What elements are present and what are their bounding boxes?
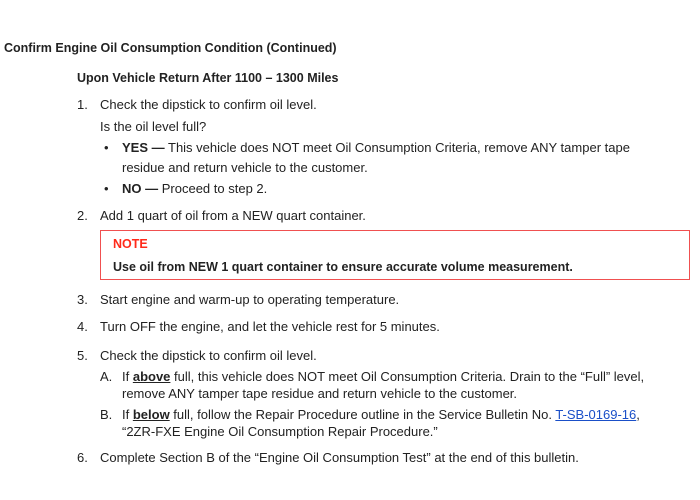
sub-letter: B.	[100, 407, 113, 422]
sub-text: full, this vehicle does NOT meet Oil Consumption Criteria. Drain to the “Full” level,	[170, 369, 645, 384]
step-number: 2.	[77, 208, 88, 223]
sub-b-line1	[122, 407, 640, 423]
step-number: 5.	[77, 348, 88, 363]
yes-text-cont: residue and return vehicle to the customer.	[122, 160, 368, 175]
bullet-icon: •	[104, 181, 109, 196]
bullet-no	[122, 181, 267, 197]
no-text: Proceed to step 2.	[158, 181, 268, 196]
emphasis-above: above	[132, 369, 171, 384]
step-text: Check the dipstick to confirm oil level.	[100, 348, 317, 363]
step-text: Complete Section B of the “Engine Oil Consumption Test” at the end of this bulletin.	[100, 450, 579, 465]
yes-label: YES —	[122, 140, 165, 155]
emphasis-below: below	[132, 407, 170, 422]
sub-text: full, follow the Repair Procedure outline in the Service Bulletin No.	[169, 407, 556, 422]
section-title: Confirm Engine Oil Consumption Condition (Continued)	[4, 41, 337, 55]
step-number: 6.	[77, 450, 88, 465]
bullet-yes	[122, 140, 630, 156]
step-text: Add 1 quart of oil from a NEW quart container.	[100, 208, 366, 223]
sub-a-line2: remove ANY tamper tape residue and return vehicle to the customer.	[122, 386, 518, 401]
sub-text: ,	[636, 407, 640, 422]
note-box	[100, 230, 690, 280]
step-question: Is the oil level full?	[100, 119, 207, 134]
sub-letter: A.	[100, 369, 113, 384]
note-text: Use oil from NEW 1 quart container to ensure accurate volume measurement.	[113, 260, 573, 274]
step-text: Start engine and warm-up to operating temperature.	[100, 292, 400, 307]
step-number: 3.	[77, 292, 88, 307]
sub-a-line1	[122, 369, 644, 385]
yes-text: This vehicle does NOT meet Oil Consumption Criteria, remove ANY tamper tape	[164, 140, 630, 155]
bullet-icon: •	[104, 140, 109, 155]
step-text: Check the dipstick to confirm oil level.	[100, 97, 317, 112]
no-label: NO —	[122, 181, 159, 196]
step-number: 4.	[77, 319, 88, 334]
service-bulletin-link[interactable]: T-SB-0169-16	[555, 407, 637, 422]
step-number: 1.	[77, 97, 88, 112]
subtitle: Upon Vehicle Return After 1100 – 1300 Miles	[77, 71, 339, 85]
sub-text: If	[122, 369, 133, 384]
sub-text: If	[122, 407, 133, 422]
step-text: Turn OFF the engine, and let the vehicle rest for 5 minutes.	[100, 319, 440, 334]
note-title: NOTE	[113, 237, 148, 251]
sub-b-line2: “2ZR-FXE Engine Oil Consumption Repair Procedure.”	[122, 424, 438, 439]
